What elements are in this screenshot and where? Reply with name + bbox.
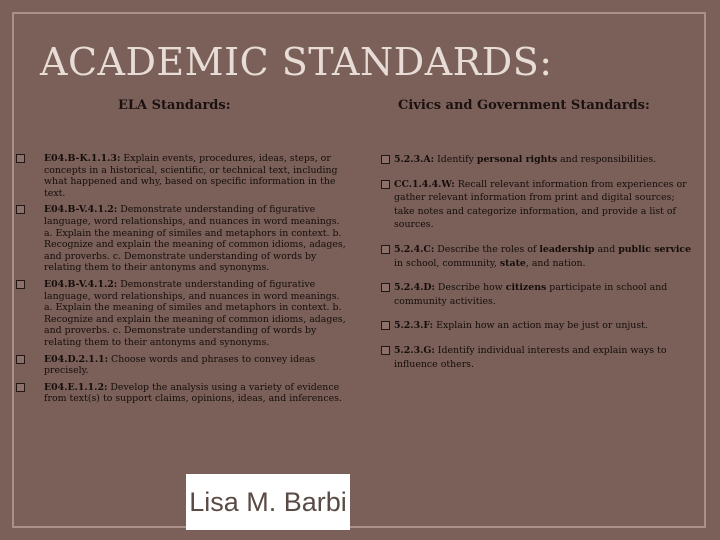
checkbox-bullet-icon [16, 280, 25, 289]
checkbox-bullet-icon [381, 155, 390, 164]
checkbox-bullet-icon [381, 283, 390, 292]
standard-text: Develop the analysis using a variety of evidence from text(s) to support claims, opinions, ideas, and inferences. [44, 381, 342, 405]
slide-title: ACADEMIC STANDARDS: [40, 40, 553, 84]
checkbox-bullet-icon [381, 180, 390, 189]
standard-text: , and nation. [525, 257, 586, 269]
civics-standards-heading: Civics and Government Standards: [398, 98, 650, 113]
ela-standard-item [16, 382, 350, 405]
standard-text: and [594, 243, 619, 255]
checkbox-bullet-icon [16, 205, 25, 214]
standard-code: 5.2.3.G: [394, 344, 435, 356]
civics-standard-item [381, 319, 694, 333]
civics-standard-item [381, 281, 694, 308]
ela-standard-item [16, 279, 350, 349]
standard-text: and responsibilities. [557, 154, 657, 165]
checkbox-bullet-icon [381, 346, 390, 355]
standard-text: in school, community, [394, 257, 500, 269]
keyword: personal rights [476, 154, 558, 165]
civics-standards-list [381, 153, 694, 382]
author-name: Lisa M. Barbi [189, 486, 347, 517]
standard-text: participate in school and community activities. [394, 282, 668, 307]
ela-standards-heading: ELA Standards: [118, 98, 231, 113]
standard-text: Recall relevant information from experiences or gather relevant information from print and digital sources; take notes and categorize information, and provide a list of sources. [394, 178, 687, 231]
civics-standard-item [381, 153, 694, 167]
ela-standards-list [16, 153, 350, 410]
checkbox-bullet-icon [16, 383, 25, 392]
standard-code: 5.2.4.C: [394, 243, 435, 255]
standard-code: 5.2.3.A: [394, 154, 435, 165]
keyword: state [499, 257, 526, 269]
keyword: citizens [505, 282, 547, 294]
ela-standard-item [16, 153, 350, 199]
standard-code: 5.2.4.D: [394, 282, 435, 294]
keyword: leadership [539, 243, 595, 255]
standard-code: E04.B-K.1.1.3: [44, 153, 121, 164]
keyword: public service [618, 243, 692, 255]
civics-standard-item [381, 344, 694, 371]
civics-standard-item [381, 178, 694, 232]
standard-text: Choose words and phrases to convey ideas precisely. [44, 353, 316, 377]
standard-text: Describe how [434, 282, 506, 294]
checkbox-bullet-icon [381, 245, 390, 254]
standard-text: Explain how an action may be just or unjust. [433, 320, 648, 332]
standard-code: 5.2.3.F: [394, 320, 434, 332]
checkbox-bullet-icon [16, 154, 25, 163]
standard-text: Identify individual interests and explain ways to influence others. [394, 344, 667, 370]
standard-text: Demonstrate understanding of figurative language, word relationships, and nuances in word meanings. a. Explain the meaning of similes and metaphors in context. b. Recognize and explain the meaning of common idioms, adages, and proverbs. c. Demonstrate understanding of words by relating them to their antonyms and synonyms. [44, 278, 346, 348]
standard-code: E04.B-V.4.1.2: [44, 278, 118, 290]
standard-text: Demonstrate understanding of figurative language, word relationships, and nuances in word meanings. a. Explain the meaning of similes and metaphors in context. b. Recognize and explain the meaning of common idioms, adages, and proverbs. c. Demonstrate understanding of words by relating them to their antonyms and synonyms. [44, 204, 346, 274]
ela-standard-item [16, 354, 350, 377]
civics-standard-item [381, 243, 694, 270]
standard-code: E04.E.1.1.2: [44, 381, 108, 393]
standard-text: Describe the roles of [434, 243, 540, 255]
checkbox-bullet-icon [381, 321, 390, 330]
standard-code: E04.D.2.1.1: [44, 353, 109, 365]
standard-code: E04.B-V.4.1.2: [44, 204, 118, 216]
author-nameplate [186, 474, 350, 530]
standard-text: Identify [434, 154, 477, 165]
standard-code: CC.1.4.4.W: [394, 178, 455, 190]
ela-standard-item [16, 204, 350, 274]
standard-text: Explain events, procedures, ideas, steps, or concepts in a historical, scientific, or technical text, including what happened and why, based on specific information in the text. [44, 153, 338, 199]
checkbox-bullet-icon [16, 355, 25, 364]
